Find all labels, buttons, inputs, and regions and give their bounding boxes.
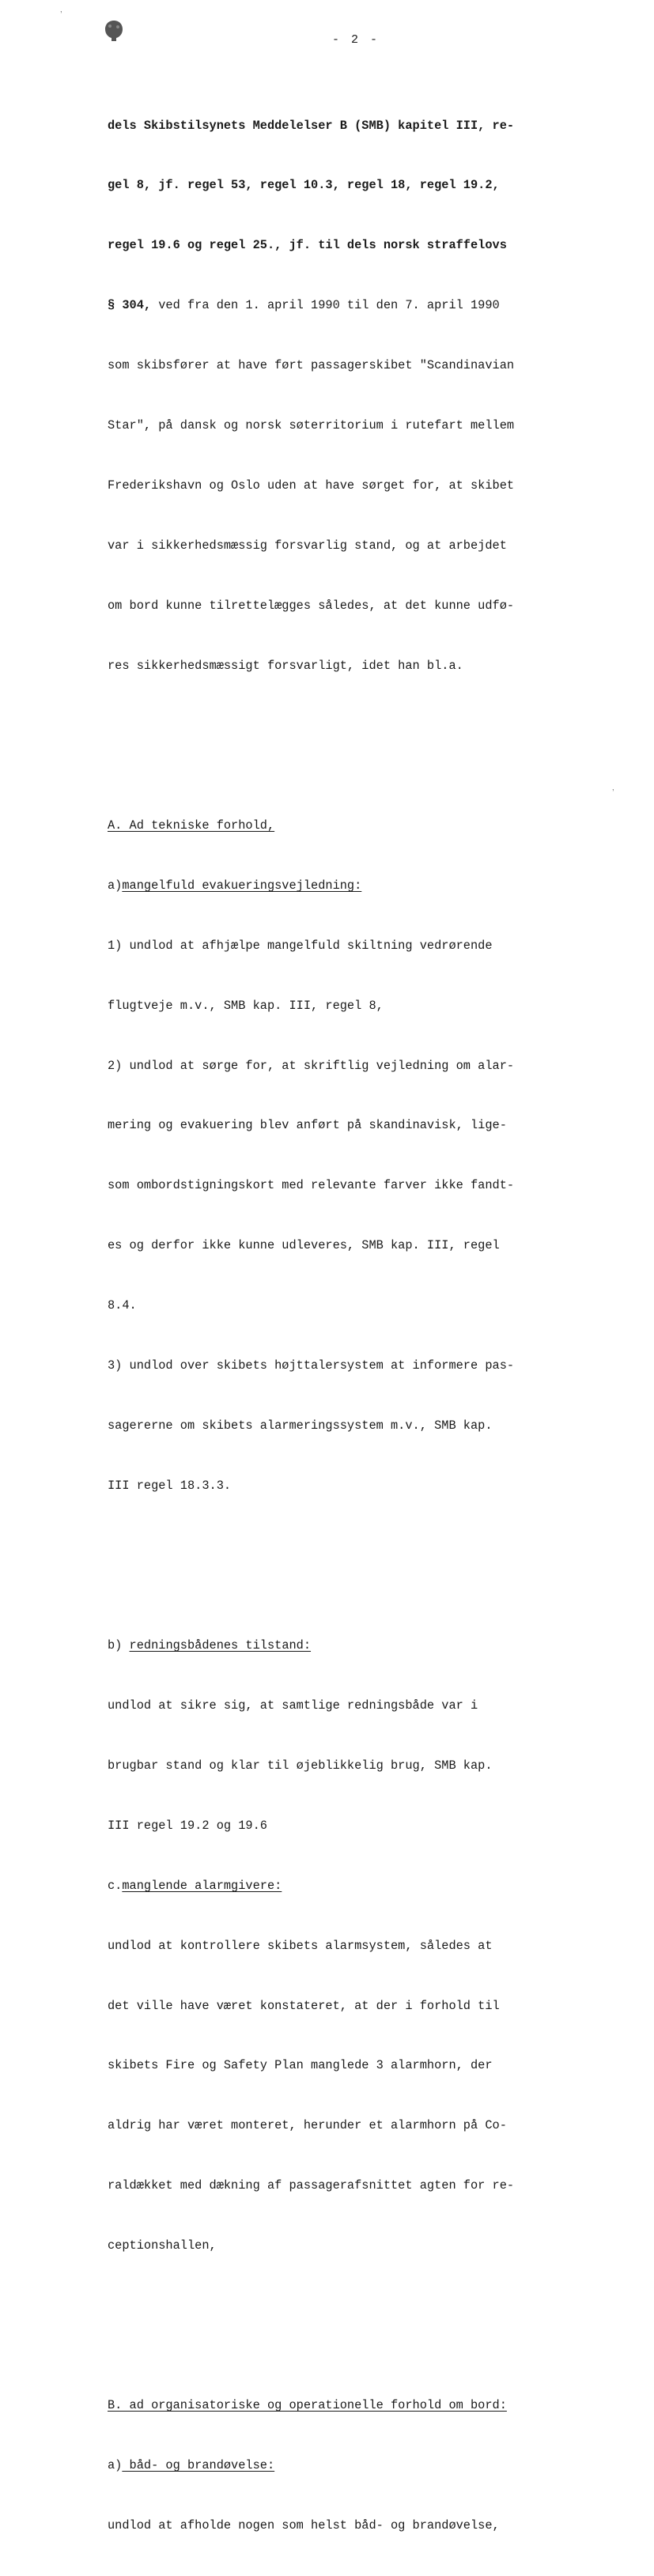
list-line: 2) undlod at sørge for, at skriftlig vejledning om alar- (108, 1058, 515, 1073)
paragraph-reference: § 304, (108, 298, 152, 313)
subsection-prefix: c. (108, 1878, 123, 1893)
list-line: ceptionshallen, (108, 2238, 217, 2253)
list-line: det ville have været konstateret, at der i forhold til (108, 1998, 500, 2013)
list-line: raldækket med dækning af passagerafsnittet agten for re- (108, 2178, 515, 2193)
list-line: III regel 19.2 og 19.6 (108, 1818, 267, 1833)
subsection-prefix: a) (108, 878, 123, 893)
subsection-title: mangelfuld evakueringsvejledning: (122, 878, 362, 893)
list-line: aldrig har været monteret, herunder et alarmhorn på Co- (108, 2118, 507, 2133)
list-line: 1) undlod at afhjælpe mangelfuld skiltning vedrørende (108, 938, 493, 953)
scan-speck: ʼ (59, 11, 64, 21)
list-line: 3) undlod over skibets højttalersystem at informere pas- (108, 1358, 515, 1373)
subsection-title: redningsbådenes tilstand: (129, 1638, 312, 1653)
intro-line: regel 19.6 og regel 25., jf. til dels norsk straffelovs (108, 238, 507, 253)
intro-line: om bord kunne tilrettelægges således, at det kunne udfø- (108, 598, 515, 613)
list-line: som ombordstigningskort med relevante farver ikke fandt- (108, 1178, 515, 1193)
section-a-heading: A. Ad tekniske forhold, (108, 818, 275, 833)
intro-line: var i sikkerhedsmæssig forsvarlig stand, og at arbejdet (108, 538, 507, 553)
list-line: III regel 18.3.3. (108, 1478, 232, 1493)
subsection-prefix: b) (108, 1638, 130, 1653)
list-line: 8.4. (108, 1298, 137, 1313)
list-line: mering og evakuering blev anført på skandinavisk, lige- (108, 1118, 507, 1133)
intro-line: gel 8, jf. regel 53, regel 10.3, regel 18, regel 19.2, (108, 178, 500, 193)
intro-line (108, 296, 566, 315)
subsection-a-heading (108, 876, 566, 896)
intro-line: res sikkerhedsmæssigt forsvarligt, idet han bl.a. (108, 658, 463, 673)
subsection-a-heading (108, 2456, 566, 2476)
scan-speck: ʼ (611, 789, 616, 799)
list-line: es og derfor ikke kunne udleveres, SMB kap. III, regel (108, 1238, 500, 1253)
list-line: flugtveje m.v., SMB kap. III, regel 8, (108, 998, 384, 1013)
subsection-b-heading (108, 1636, 566, 1656)
intro-line: dels Skibstilsynets Meddelelser B (SMB) kapitel III, re- (108, 118, 515, 133)
list-line: sagererne om skibets alarmeringssystem m.v., SMB kap. (108, 1418, 493, 1433)
page-number: - 2 - (332, 33, 380, 47)
list-line: undlod at sikre sig, at samtlige redningsbåde var i (108, 1698, 478, 1713)
subsection-title: båd- og brandøvelse: (122, 2458, 275, 2473)
intro-line: som skibsfører at have ført passagerskibet "Scandinavian (108, 358, 515, 373)
intro-line-rest: ved fra den 1. april 1990 til den 7. april 1990 (151, 298, 500, 313)
intro-line: Star", på dansk og norsk søterritorium i rutefart mellem (108, 418, 515, 433)
document-body (108, 76, 566, 2576)
section-b-heading: B. ad organisatoriske og operationelle forhold om bord: (108, 2398, 507, 2413)
subsection-prefix: a) (108, 2458, 123, 2473)
subsection-title: manglende alarmgivere: (122, 1878, 282, 1893)
list-line: skibets Fire og Safety Plan manglede 3 alarmhorn, der (108, 2058, 493, 2073)
list-line: undlod at afholde nogen som helst båd- og brandøvelse, (108, 2518, 500, 2533)
list-line: brugbar stand og klar til øjeblikkelig brug, SMB kap. (108, 1758, 493, 1773)
subsection-c-heading (108, 1876, 566, 1896)
list-line: undlod at kontrollere skibets alarmsystem, således at (108, 1938, 493, 1953)
intro-line: Frederikshavn og Oslo uden at have sørget for, at skibet (108, 478, 515, 493)
seal-stamp-icon (103, 19, 125, 43)
